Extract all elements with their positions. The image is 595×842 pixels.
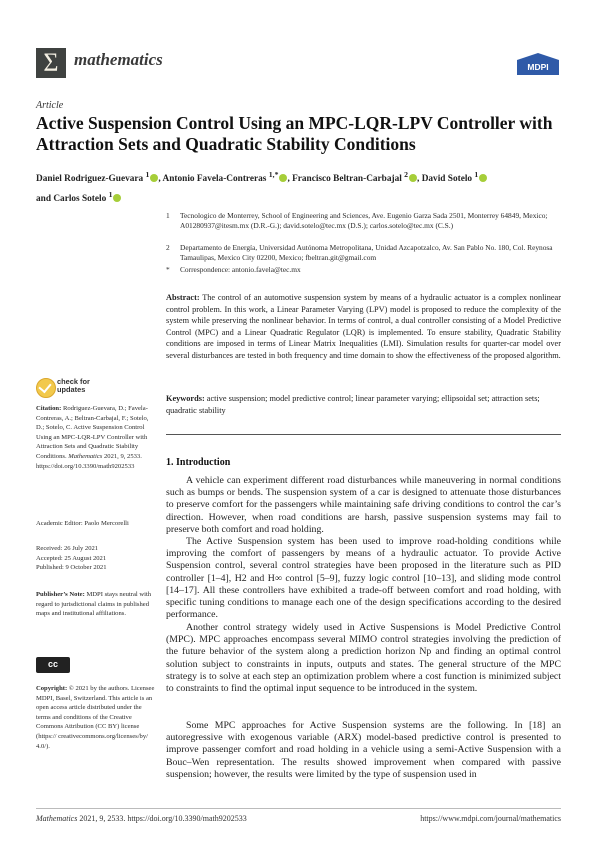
section-divider [166,434,561,435]
copyright-text: © 2021 by the authors. Licensee MDPI, Basel, Switzerland. This article is an open access article distributed under the terms and conditions of the Creative Commons Attribution (CC BY) license (https:// creativecommons.org/licenses/by/ 4.0/). [36,685,155,750]
keywords-label: Keywords: [166,394,205,403]
body-paragraph: The Active Suspension system has been used to improve road-holding conditions while improving the comfort of passengers by means of a hydraulic actuator. To provide Active Suspension control, several control strategies have been proposed in the literature such as PID controller [1–4], H2 and H∞ control [5–9], fuzzy logic control [10–13], and sliding mode control [14–17]. All these controllers have exhibited a trade-off between comfort and road holding, with specific tuning conditions to manage each one of the design specifications according to the desired performance. [166,536,561,621]
dates-block [36,544,156,573]
body-paragraph: Another control strategy widely used in Active Suspensions is Model Predictive Control (MPC). MPC approaches encompass several MIMO control strategies involving the prediction of the future behavior of the system along a prediction horizon Np and finding an optimal control solution subject to constraints in inputs, outputs and states. The general structure of the MPC strategy is to solve at each step an optimization problem where a cost function is minimized subject to constraints to find the optimal input sequence to be introduced in the system. [166,622,561,695]
citation-block [36,404,156,471]
author-affiliation-mark: 2 [404,170,409,179]
author-affiliation-mark: 1 [474,170,479,179]
check-for-updates-label[interactable]: check for updates [57,377,90,394]
author-name[interactable]: Carlos Sotelo [53,194,107,205]
keywords [166,393,561,416]
article-type: Article [36,100,64,111]
author-name[interactable]: Francisco Beltran-Carbajal [292,174,402,185]
body-paragraph: Some MPC approaches for Active Suspension systems are the following. In [18] an autoregressive with exogenous variable (ARX) model-based predictive control is presented to improve passenger comfort and road holding in a vehicle using a semi-Active Suspension with a Bouc–Wen representation. The results showed improvement when compared with passive suspension; however, the results were limited by the type of suspension used in [166,720,561,780]
author-list: Daniel Rodriguez-Guevara $^1$ , Antonio Favela-Contreras $^{1,*}$ , Francisco Beltran-Carbajal $^2$ , David Sotelo $^1$ and Carlos Sotelo $^1$ [36,167,566,207]
footer-doi[interactable]: 2021, 9, 2533. https://doi.org/10.3390/math9202533 [79,814,247,823]
citation-journal: Mathematics [68,452,103,460]
correspondence-text: Correspondence: antonio.favela@tec.mx [180,265,301,274]
author-affiliation-mark: 1 [108,190,113,200]
paper-title: Active Suspension Control Using an MPC-LQR-LPV Controller with Attraction Sets and Quadratic Stability Conditions [36,113,553,154]
received-date: Received: 26 July 2021 [36,545,99,552]
publisher-note-label: Publisher’s Note: [36,591,85,598]
copyright-label: Copyright: [36,685,68,692]
footer-citation [36,814,247,823]
author-affiliation-mark: 1,* [268,170,279,179]
mdpi-logo-text: MDPI [527,62,549,72]
journal-logo: Σ [36,48,66,78]
author-name[interactable]: David Sotelo [421,174,473,185]
orcid-icon[interactable] [279,174,287,182]
section-heading: 1. Introduction [166,457,231,468]
author-name[interactable]: Antonio Favela-Contreras [162,174,267,185]
publisher-note-text: MDPI stays neutral with regard to jurisdictional claims in published maps and institutional affiliations. [36,591,152,618]
citation-label: Citation: [36,405,62,412]
cc-license-label: cc [47,659,58,669]
publisher-note [36,590,156,619]
footer-journal-url[interactable]: https://www.mdpi.com/journal/mathematics [420,814,561,823]
affiliation-text: Departamento de Energía, Universidad Autónoma Metropolitana, Unidad Azcapotzalco, Av. San Pablo No. 180, Col. Reynosa Tamaulipas, Mexico City 02200, Mexico; fbeltran.git@gmail.com [180,243,553,263]
orcid-icon[interactable] [150,174,158,182]
citation-doi[interactable]: 2021, 9, 2533. https://doi.org/10.3390/math9202533 [36,452,142,470]
citation-text: Rodriguez-Guevara, D.; Favela-Contreras, A.; Beltran-Carbajal, F.; Sotelo, D.; Sotelo, C. Active Suspension Control Using an MPC-LQR-LPV Controller with Attraction Sets and Quadratic Stability Conditions. [36,405,149,460]
author-affiliation-mark: 1 [145,170,150,179]
author-name[interactable]: Daniel Rodriguez-Guevara [36,174,144,185]
affiliation-number: 1 [166,211,170,220]
journal-name[interactable]: mathematics [74,50,163,69]
orcid-icon[interactable] [409,174,417,182]
published-date: Published: 9 October 2021 [36,564,107,572]
copyright-block [36,684,156,751]
affiliation-number: 2 [166,243,170,252]
keywords-text: active suspension; model predictive control; linear parameter varying; ellipsoidal set; attraction sets; quadratic stability [166,394,540,415]
abstract-text: The control of an automotive suspension system by means of a hydraulic actuator is a complex nonlinear control problem. In this work, a Linear Parameter Varying (LPV) model is proposed to reduce the complexity of the system while preserving the nonlinear behavior. In terms of control, a dual controller consisting of a Model Predictive Control (MPC) and a Linear Quadratic Regulator (LQR) is implemented. To ensure stability, Quadratic Stability conditions are imposed in terms of Linear Matrix Inequalities (LMI). Simulation results for quarter-car model over several disturbances are tested in both frequency and time domain to show the effectiveness of the proposed algorithm. [166,293,561,360]
academic-editor: Academic Editor: Paolo Mercorelli [36,520,129,527]
body-paragraph: A vehicle can experiment different road disturbances while maneuvering in normal conditions such as bumps or bends. The suspension system of a car is designed to attenuate those disturbances to preserve comfort for the passengers while maintaining safe driving conditions to control the car’s direction. However, when road conditions are harsh, passive suspension systems may fail to preserve both comfort and road holding. [166,475,561,535]
footer-journal: Mathematics [36,814,78,823]
affiliation-number: * [166,265,170,274]
accepted-date: Accepted: 25 August 2021 [36,554,107,562]
orcid-icon[interactable] [113,194,121,202]
affiliation-text: Tecnologico de Monterrey, School of Engineering and Sciences, Ave. Eugenio Garza Sada 2501, Monterrey 64849, Mexico; A01280937@itesm.mx (D.R.-G.); david.sotelo@tec.mx (D.S.); carlos.sotelo@tec.mx (C.S.) [180,211,548,231]
orcid-icon[interactable] [479,174,487,182]
abstract [166,292,561,361]
abstract-label: Abstract: [166,293,200,302]
footer-divider [36,808,561,809]
